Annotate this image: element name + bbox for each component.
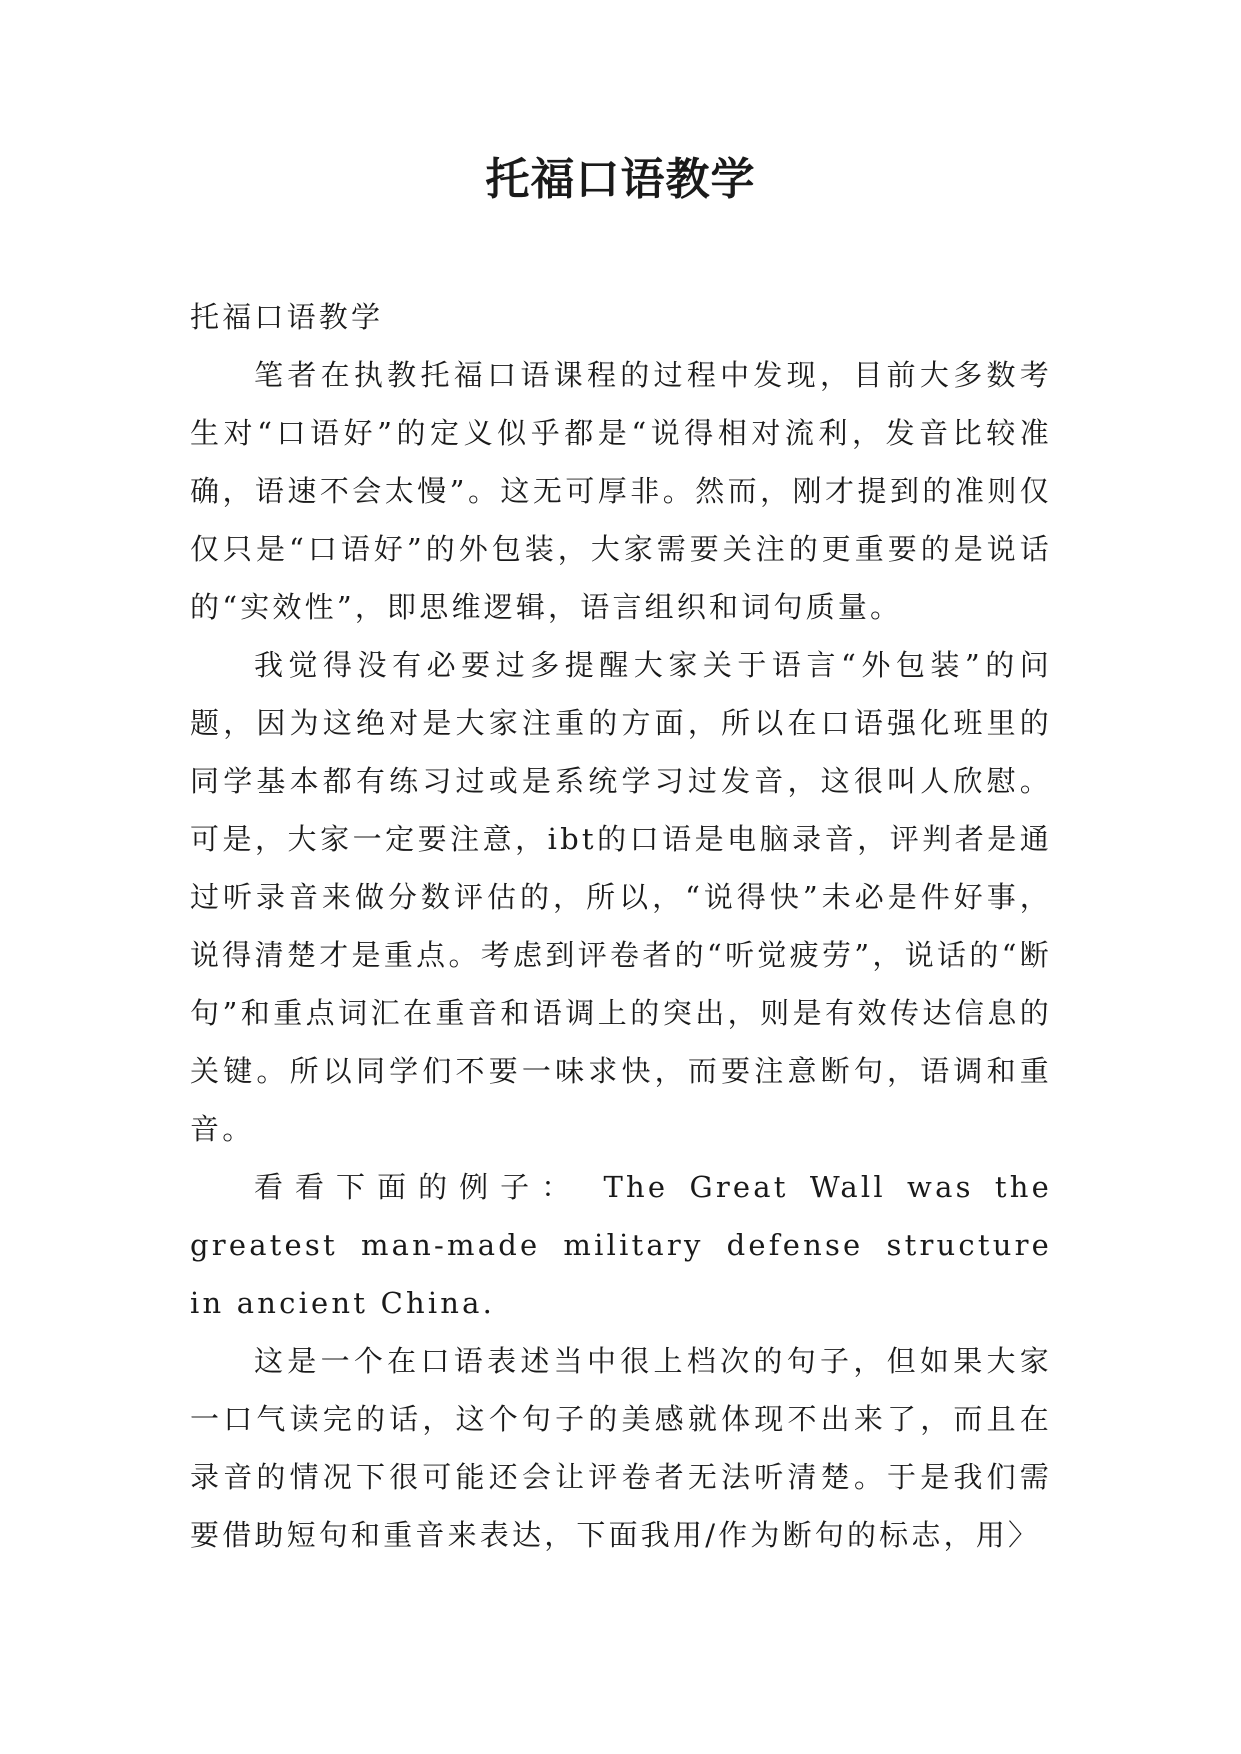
paragraph-subtitle: 托福口语教学 (190, 300, 384, 334)
document-title: 托福口语教学 (485, 154, 756, 205)
document-body (190, 288, 1052, 1564)
paragraph-2: 我觉得没有必要过多提醒大家关于语言“外包装”的问题，因为这绝对是大家注重的方面，所以在口语强化班里的同学基本都有练习过或是系统学习过发音，这很叫人欣慰。可是，大家一定要注意，ibt的口语是电脑录音，评判者是通过听录音来做分数评估的，所以，“说得快”未必是件好事，说得清楚才是重点。考虑到评卷者的“听觉疲劳”，说话的“断句”和重点词汇在重音和语调上的突出，则是有效传达信息的关键。所以同学们不要一味求快，而要注意断句，语调和重音。 (190, 648, 1052, 1146)
paragraph-4: 这是一个在口语表述当中很上档次的句子，但如果大家一口气读完的话，这个句子的美感就体现不出来了，而且在录音的情况下很可能还会让评卷者无法听清楚。于是我们需要借助短句和重音来表达，下面我用/作为断句的标志，用〉 (190, 1344, 1052, 1552)
paragraph-example: 看看下面的例子： The Great Wall was the greatest man-made military defense structure in ancient China. (190, 1170, 1052, 1320)
paragraph-1: 笔者在执教托福口语课程的过程中发现，目前大多数考生对“口语好”的定义似乎都是“说得相对流利，发音比较准确，语速不会太慢”。这无可厚非。然而，刚才提到的准则仅仅只是“口语好”的外包装，大家需要关注的更重要的是说话的“实效性”，即思维逻辑，语言组织和词句质量。 (190, 358, 1052, 624)
